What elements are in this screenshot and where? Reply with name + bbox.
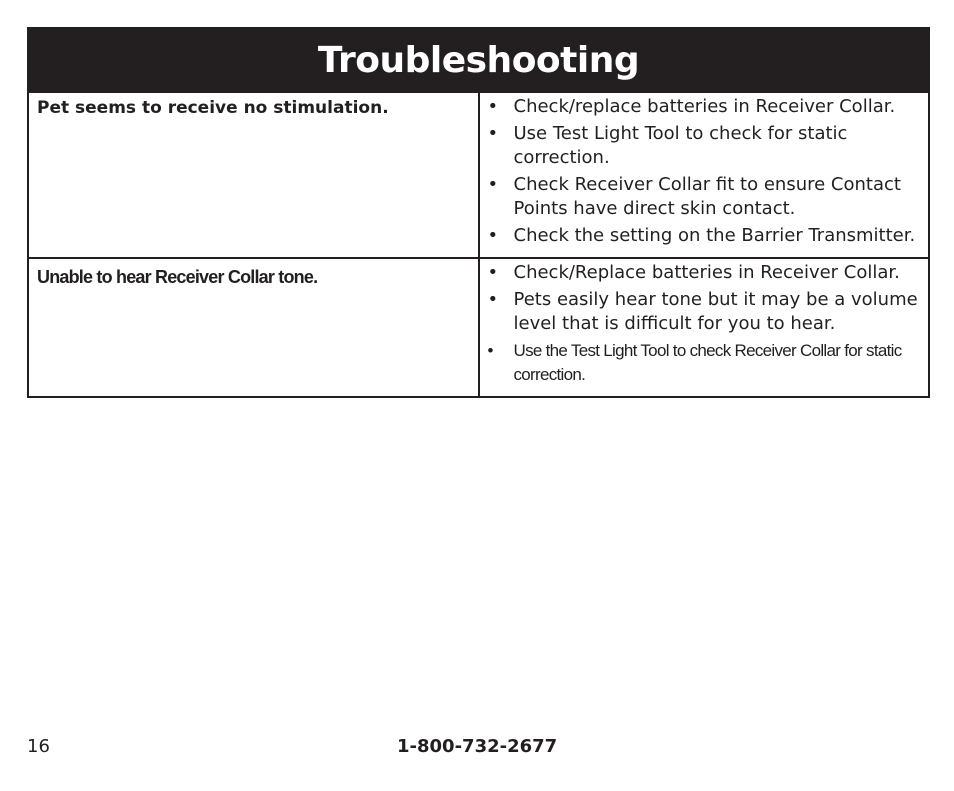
list-item (488, 224, 919, 248)
solution-text: Use Test Light Tool to check for static correction. (513, 123, 848, 168)
solution-text: Check Receiver Collar fit to ensure Contact Points have direct skin contact. (513, 174, 901, 219)
solution-text: Pets easily hear tone but it may be a volume level that is difficult for you to hear. (513, 289, 918, 334)
list-item (488, 95, 919, 119)
bullet-icon: • (487, 96, 499, 117)
page-number: 16 (27, 736, 50, 757)
bullet-icon: • (487, 341, 493, 360)
bullet-icon: • (487, 174, 499, 195)
phone-number: 1-800-732-2677 (397, 736, 558, 757)
list-item (488, 122, 919, 170)
solution-cell (479, 258, 930, 397)
bullet-icon: • (487, 289, 499, 310)
bullet-icon: • (487, 262, 499, 283)
solution-text: Check/replace batteries in Receiver Collar. (513, 96, 896, 117)
solution-text: Check the setting on the Barrier Transmitter. (513, 225, 916, 246)
solution-list (488, 95, 919, 248)
troubleshooting-table (27, 27, 930, 398)
solution-text: Check/Replace batteries in Receiver Collar. (513, 262, 900, 283)
bullet-icon: • (487, 225, 499, 246)
list-item (488, 173, 919, 221)
solution-cell (479, 92, 930, 258)
list-item (488, 339, 919, 387)
page-title: Troubleshooting (28, 28, 929, 92)
list-item (488, 288, 919, 336)
solution-list (488, 261, 919, 387)
table-header-row (28, 28, 929, 92)
list-item (488, 261, 919, 285)
solution-text: Use the Test Light Tool to check Receiver Collar for static correction. (513, 341, 902, 384)
table-row (28, 92, 929, 258)
problem-cell: Pet seems to receive no stimulation. (28, 92, 479, 258)
bullet-icon: • (487, 123, 499, 144)
problem-cell: Unable to hear Receiver Collar tone. (28, 258, 479, 397)
table-row (28, 258, 929, 397)
